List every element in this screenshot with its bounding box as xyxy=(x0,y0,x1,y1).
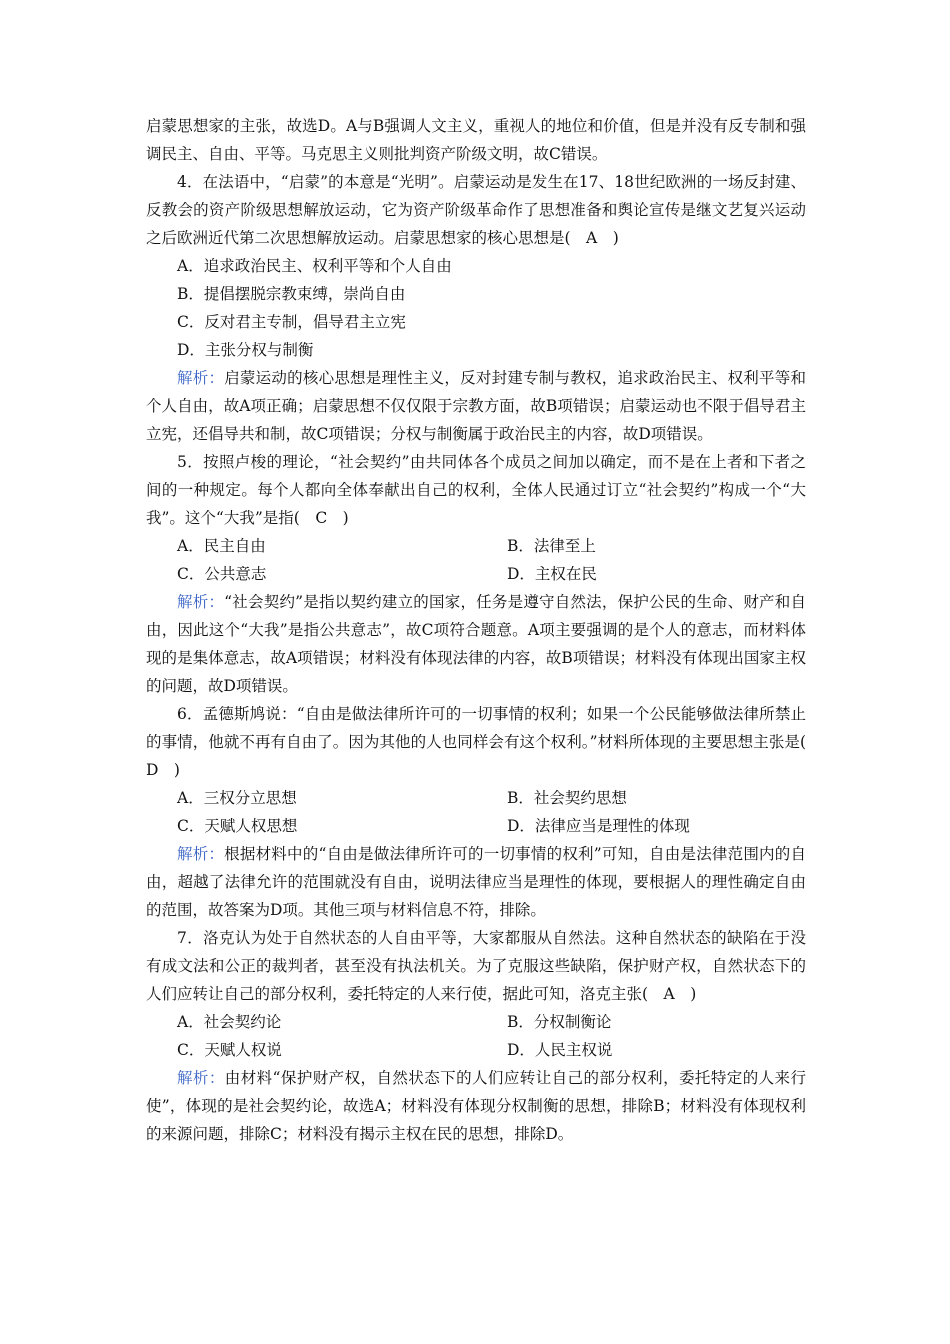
explanation-label: 解析： xyxy=(177,369,225,387)
option-d: D．主张分权与制衡 xyxy=(177,341,314,359)
option-row xyxy=(146,1008,806,1036)
explanation-label: 解析： xyxy=(177,593,225,611)
intro-paragraph: 启蒙思想家的主张，故选D。A与B强调人文主义，重视人的地位和价值，但是并没有反专制和强调民主、自由、平等。马克思主义则批判资产阶级文明，故C错误。 xyxy=(146,117,806,163)
option-row xyxy=(146,532,806,560)
option-c: C．天赋人权说 xyxy=(177,1041,282,1059)
question-7 xyxy=(146,924,806,1148)
document-page xyxy=(146,112,822,1148)
option-row xyxy=(146,560,806,588)
question-5 xyxy=(146,448,806,700)
option-d: D．人民主权说 xyxy=(507,1041,613,1059)
explanation-text: 启蒙运动的核心思想是理性主义，反对封建专制与教权，追求政治民主、权利平等和个人自由，故A项正确；启蒙思想不仅仅限于宗教方面，故B项错误；启蒙运动也不限于倡导君主立宪，还倡导共和制，故C项错误；分权与制衡属于政治民主的内容，故D项错误。 xyxy=(146,369,806,443)
question-stem: 7．洛克认为处于自然状态的人自由平等，大家都服从自然法。这种自然状态的缺陷在于没有成文法和公正的裁判者，甚至没有执法机关。为了克服这些缺陷，保护财产权，自然状态下的人们应转让自己的部分权利，委托特定的人来行使，据此可知，洛克主张( A ) xyxy=(146,929,806,1003)
explanation xyxy=(146,1064,806,1148)
option-a: A．三权分立思想 xyxy=(177,789,297,807)
option-c: C．天赋人权思想 xyxy=(177,817,298,835)
explanation-text: 由材料“保护财产权，自然状态下的人们应转让自己的部分权利，委托特定的人来行使”，体现的是社会契约论，故选A；材料没有体现分权制衡的思想，排除B；材料没有体现权利的来源问题，排除C；材料没有揭示主权在民的思想，排除D。 xyxy=(146,1069,806,1143)
option-row xyxy=(146,1036,806,1064)
option-a: A．社会契约论 xyxy=(177,1013,282,1031)
option-a: A．追求政治民主、权利平等和个人自由 xyxy=(177,257,452,275)
option-d: D．法律应当是理性的体现 xyxy=(507,817,690,835)
question-6 xyxy=(146,700,822,924)
option-row xyxy=(146,784,806,812)
option-row xyxy=(146,812,806,840)
option-c: C．反对君主专制，倡导君主立宪 xyxy=(177,313,406,331)
option-d: D．主权在民 xyxy=(507,565,597,583)
option-b: B．社会契约思想 xyxy=(507,789,627,807)
explanation-label: 解析： xyxy=(177,845,225,863)
question-stem: 4．在法语中，“启蒙”的本意是“光明”。启蒙运动是发生在17、18世纪欧洲的一场反封建、反教会的资产阶级思想解放运动，它为资产阶级革命作了思想准备和舆论宣传是继文艺复兴运动之后欧洲近代第二次思想解放运动。启蒙思想家的核心思想是( A ) xyxy=(146,173,806,247)
question-stem: 6．孟德斯鸠说：“自由是做法律所许可的一切事情的权利；如果一个公民能够做法律所禁止的事情，他就不再有自由了。因为其他的人也同样会有这个权利。”材料所体现的主要思想主张是( D ) xyxy=(146,705,822,779)
explanation-label: 解析： xyxy=(177,1069,225,1087)
question-stem: 5．按照卢梭的理论，“社会契约”由共同体各个成员之间加以确定，而不是在上者和下者之间的一种规定。每个人都向全体奉献出自己的权利，全体人民通过订立“社会契约”构成一个“大我”。这个“大我”是指( C ) xyxy=(146,453,806,527)
option-b: B．法律至上 xyxy=(507,537,596,555)
option-a: A．民主自由 xyxy=(177,537,266,555)
option-b: B．分权制衡论 xyxy=(507,1013,612,1031)
explanation xyxy=(146,840,806,924)
option-b: B．提倡摆脱宗教束缚，崇尚自由 xyxy=(177,285,406,303)
option-c: C．公共意志 xyxy=(177,565,267,583)
explanation xyxy=(146,588,806,700)
explanation-text: 根据材料中的“自由是做法律所许可的一切事情的权利”可知，自由是法律范围内的自由，超越了法律允许的范围就没有自由，说明法律应当是理性的体现，要根据人的理性确定自由的范围，故答案为D项。其他三项与材料信息不符，排除。 xyxy=(146,845,806,919)
question-4 xyxy=(146,168,806,448)
explanation xyxy=(146,364,806,448)
explanation-text: “社会契约”是指以契约建立的国家，任务是遵守自然法，保护公民的生命、财产和自由，因此这个“大我”是指公共意志”，故C项符合题意。A项主要强调的是个人的意志，而材料体现的是集体意志，故A项错误；材料没有体现法律的内容，故B项错误；材料没有体现出国家主权的问题，故D项错误。 xyxy=(146,593,806,695)
